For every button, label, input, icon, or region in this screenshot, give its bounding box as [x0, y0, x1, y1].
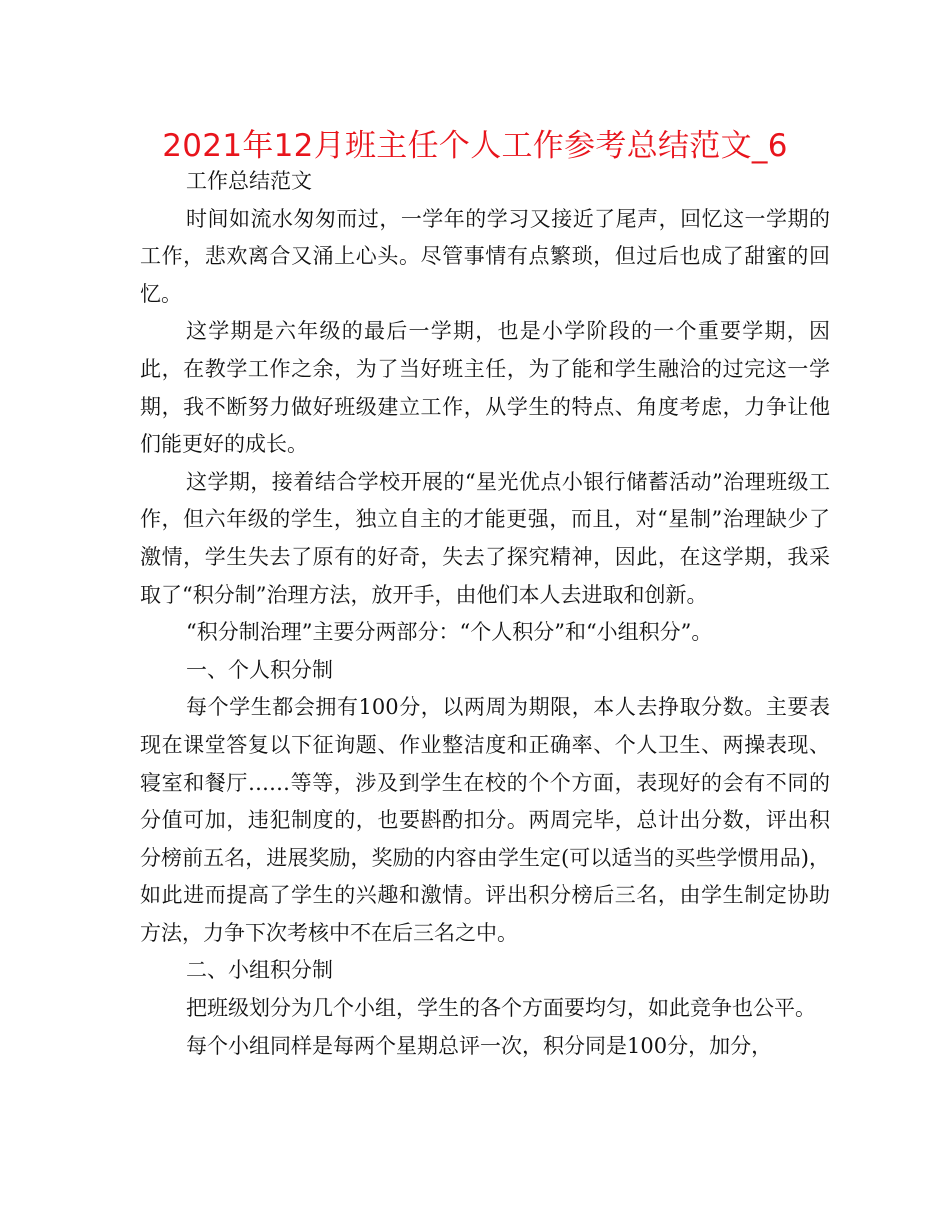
- paragraph-group-evaluation: 每个小组同样是每两个星期总评一次，积分同是100分，加分，: [186, 1033, 773, 1058]
- document-title: 2021年12月班主任个人工作参考总结范文_6: [162, 128, 788, 164]
- paragraph-heading-fanwen: 工作总结范文: [186, 169, 312, 193]
- section-heading-group: 二、小组积分制: [186, 958, 333, 983]
- paragraph-points-overview: “积分制治理”主要分两部分：“个人积分”和“小组积分”。: [186, 620, 713, 645]
- section-heading-individual: 一、个人积分制: [186, 657, 333, 682]
- paragraph-group-division: 把班级划分为几个小组，学生的各个方面要均匀，如此竞争也公平。: [186, 996, 816, 1021]
- paragraph-intro: 时间如流水匆匆而过，一学年的学习又接近了尾声，回忆这一学期的工作，悲欢离合又涌上心头。尽管事情有点繁琐，但过后也成了甜蜜的回忆。: [140, 206, 830, 306]
- paragraph-individual-points: 每个学生都会拥有100分，以两周为期限，本人去挣取分数。主要表现在课堂答复以下征询题、作业整洁度和正确率、个人卫生、两操表现、寝室和餐厅……等等，涉及到学生在校的个个方面，表现好的会有不同的分值可加，违犯制度的，也要斟酌扣分。两周完毕，总计出分数，评出积分榜前五名，进展奖励，奖励的内容由学生定(可以适当的买些学惯用品)，如此进而提高了学生的兴趣和激情。评出积分榜后三名，由学生制定协助方法，力争下次考核中不在后三名之中。: [140, 695, 830, 945]
- paragraph-management: 这学期，接着结合学校开展的“星光优点小银行储蓄活动”治理班级工作，但六年级的学生，独立自主的才能更强，而且，对“星制”治理缺少了激情，学生失去了原有的好奇，失去了探究精神，因此，在这学期，我采取了“积分制”治理方法，放开手，由他们本人去进取和创新。: [140, 469, 830, 607]
- paragraph-semester: 这学期是六年级的最后一学期，也是小学阶段的一个重要学期，因此，在教学工作之余，为了当好班主任，为了能和学生融洽的过完这一学期，我不断努力做好班级建立工作，从学生的特点、角度考虑，力争让他们能更好的成长。: [140, 319, 830, 457]
- document-body: [140, 163, 830, 1065]
